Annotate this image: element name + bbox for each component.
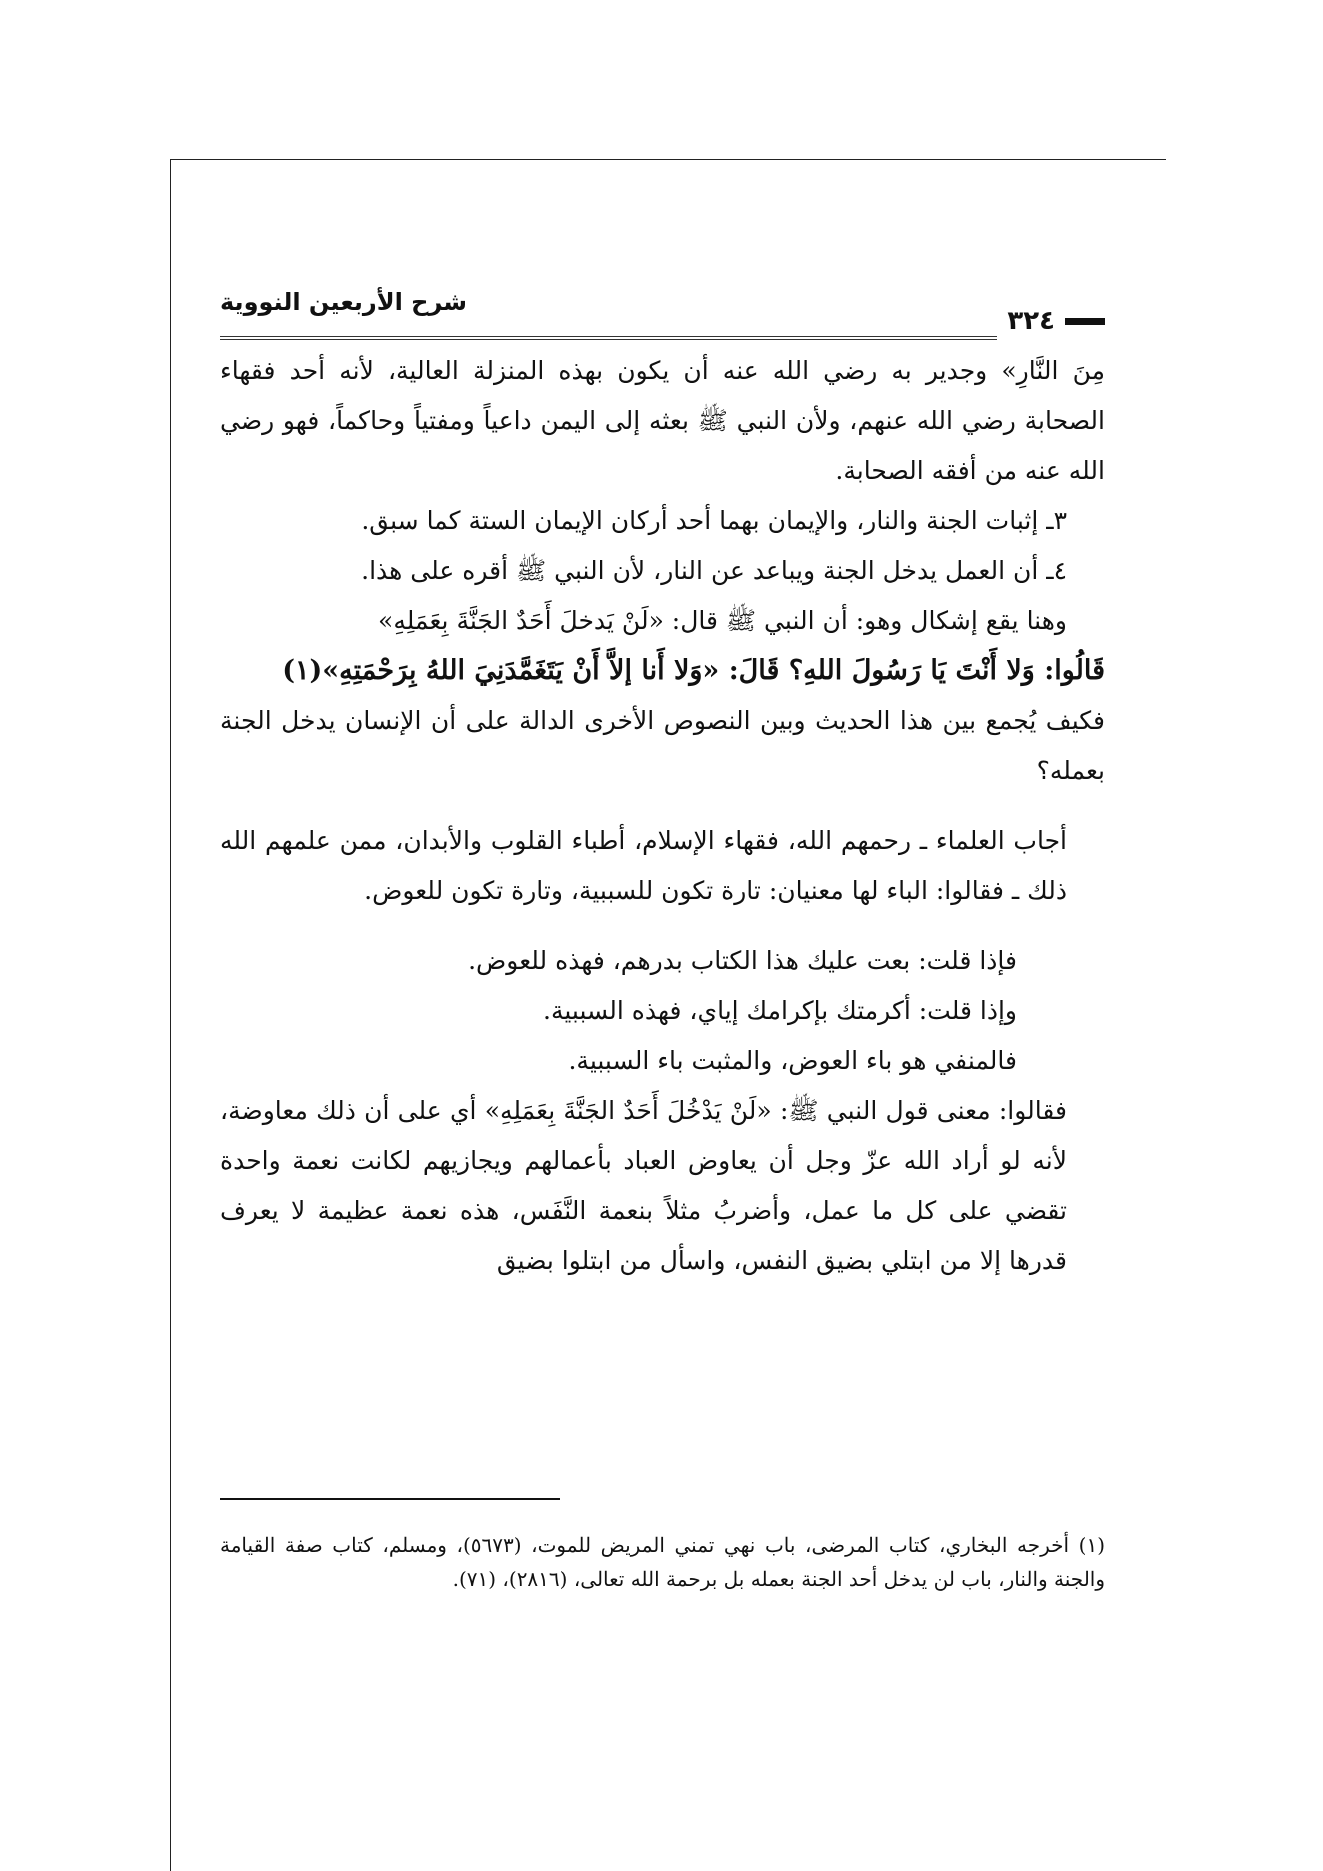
question-paragraph: فكيف يُجمع بين هذا الحديث وبين النصوص الأخرى الدالة على أن الإنسان يدخل الجنة بعمله؟: [220, 706, 1105, 785]
page-frame-left-line: [170, 159, 171, 1871]
footnote-rule: [220, 1498, 560, 1500]
example-2: وإذا قلت: أكرمتك بإكرامك إياي، فهذه السببية.: [543, 996, 1017, 1025]
running-header: [220, 280, 1105, 346]
footnote-1: (١) أخرجه البخاري، كتاب المرضى، باب نهي تمني المريض للموت، (٥٦٧٣)، ومسلم، كتاب صفة القيامة والجنة والنار، باب لن يدخل أحد الجنة بعمله بل برحمة الله تعالى، (٢٨١٦)، (٧١).: [220, 1533, 1106, 1591]
hadith-quote: قَالُوا: وَلا أَنْتَ يَا رَسُولَ اللهِ؟ قَالَ: «وَلا أَنا إلاَّ أَنْ يَتَغَمَّدَنِيَ اللهُ بِرَحْمَتِهِ»(١): [282, 655, 1105, 686]
book-title: شرح الأربعين النووية: [220, 288, 467, 316]
page-number: ٣٢٤: [1007, 306, 1105, 336]
hadith-intro: وهنا يقع إشكال وهو: أن النبي ﷺ قال: «لَنْ يَدخلَ أَحَدٌ الجَنَّةَ بِعَمَلِهِ»: [378, 606, 1067, 635]
list-item-3: ٣ـ إثبات الجنة والنار، والإيمان بهما أحد أركان الإيمان الستة كما سبق.: [361, 506, 1067, 535]
footnote-area: [220, 1498, 1105, 1596]
explanation-paragraph: فقالوا: معنى قول النبي ﷺ: «لَنْ يَدْخُلَ أَحَدٌ الجَنَّةَ بِعَمَلِهِ» أي على أن ذلك معاوضة، لأنه لو أراد الله عزّ وجل أن يعاوض العباد بأعمالهم ويجازيهم لكانت نعمة واحدة تقضي على كل ما عمل، وأضربُ مثلاً بنعمة النَّفَس، هذه نعمة عظيمة لا يعرف قدرها إلا من ابتلي بضيق النفس، واسأل من ابتلوا بضيق: [220, 1096, 1067, 1275]
paragraph-1: مِنَ النَّارِ» وجدير به رضي الله عنه أن يكون بهذه المنزلة العالية، لأنه أحد فقهاء الصحابة رضي الله عنهم، ولأن النبي ﷺ بعثه إلى اليمن داعياً ومفتياً وحاكماً، فهو رضي الله عنه من أفقه الصحابة.: [220, 356, 1105, 485]
example-1: فإذا قلت: بعت عليك هذا الكتاب بدرهم، فهذه للعوض.: [468, 946, 1017, 975]
header-rule: [220, 336, 997, 340]
scholars-answer: أجاب العلماء ـ رحمهم الله، فقهاء الإسلام، أطباء القلوب والأبدان، ممن علمهم الله ذلك ـ فقالوا: الباء لها معنيان: تارة تكون للسببية، وتارة تكون للعوض.: [220, 826, 1067, 905]
book-page: [220, 280, 1105, 1286]
example-3: فالمنفي هو باء العوض، والمثبت باء السببية.: [568, 1046, 1017, 1075]
page-frame-top-line: [170, 159, 1166, 160]
list-item-4: ٤ـ أن العمل يدخل الجنة ويباعد عن النار، لأن النبي ﷺ أقره على هذا.: [361, 556, 1067, 585]
